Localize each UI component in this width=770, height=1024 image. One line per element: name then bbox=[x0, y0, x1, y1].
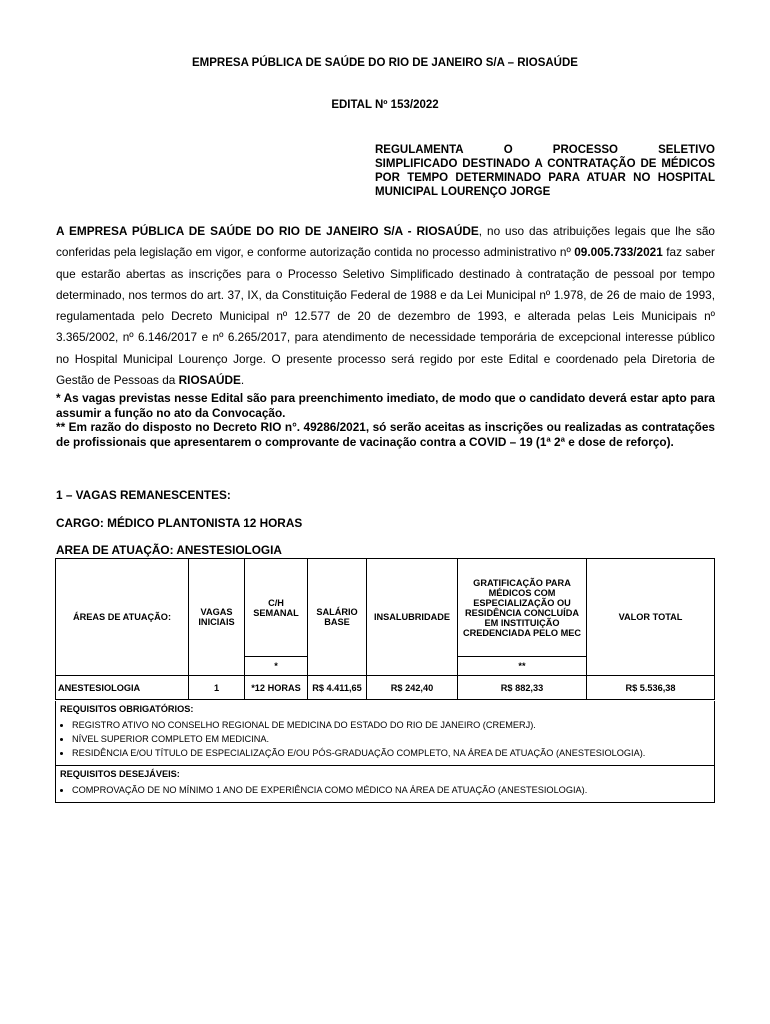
ementa-word: REGULAMENTA bbox=[375, 144, 464, 156]
desirable-list bbox=[56, 785, 714, 802]
vacancy-table bbox=[55, 558, 715, 700]
process-number: 09.005.733/2021 bbox=[574, 245, 663, 260]
mandatory-list bbox=[56, 720, 714, 765]
area-title: AREA DE ATUAÇÃO: ANESTESIOLOGIA bbox=[56, 543, 282, 557]
preamble-paragraph bbox=[56, 221, 715, 391]
preamble-text-2: faz saber que estarão abertas as inscrições para o Processo Seletivo Simplificado destinado à contratação de pessoal por tempo determinado, nos termos do art. 37, IX, da Constituição Federal de 1988 e da Lei Municipal nº 1.978, de 26 de maio de 1993, regulamentada pelo Decreto Municipal nº 12.577 de 20 de dezembro de 1993, e alterada pelas Leis Municipais nº 3.365/2002, nº 6.146/2017 e nº 6.265/2017, para atendimento de necessidade temporária de excepcional interesse público no Hospital Municipal Lourenço Jorge. O presente processo será regido por este Edital e coordenado pela Diretoria de Gestão de Pessoas da bbox=[56, 245, 715, 388]
cell-insalubridade: R$ 242,40 bbox=[367, 676, 458, 700]
ementa-word: PROCESSO bbox=[552, 144, 618, 156]
list-item: • NÍVEL SUPERIOR COMPLETO EM MEDICINA. bbox=[72, 734, 710, 745]
list-item: • REGISTRO ATIVO NO CONSELHO REGIONAL DE MEDICINA DO ESTADO DO RIO DE JANEIRO (CREMERJ). bbox=[72, 720, 710, 731]
requirements-box bbox=[55, 701, 715, 803]
list-item: • RESIDÊNCIA E/OU TÍTULO DE ESPECIALIZAÇÃO E/OU PÓS-GRADUAÇÃO COMPLETO, NA ÁREA DE ATUAÇÃO (ANESTESIOLOGIA). bbox=[72, 748, 710, 759]
note-vaccination: ** Em razão do disposto no Decreto RIO n°. 49286/2021, só serão aceitas as inscrições ou realizadas as contratações de profissionais que apresentarem o comprovante de vacinação contra a COVID – 19 (1ª 2ª e dose de reforço). bbox=[56, 420, 715, 449]
preamble-text-1: , no uso das atribuições legais que lhe são conferidas pela legislação em vigor, e conforme autorização contida no processo administrativo nº bbox=[56, 224, 715, 260]
org-name: RIOSAÚDE bbox=[178, 373, 241, 388]
cargo-title: CARGO: MÉDICO PLANTONISTA 12 HORAS bbox=[56, 516, 303, 530]
header-insalubridade: INSALUBRIDADE bbox=[367, 559, 458, 676]
mandatory-title: REQUISITOS OBRIGATÓRIOS: bbox=[60, 704, 194, 714]
header-area: ÁREAS DE ATUAÇÃO: bbox=[56, 559, 189, 676]
preamble-text-3: . bbox=[240, 373, 245, 388]
table-row bbox=[56, 676, 715, 700]
ementa bbox=[375, 143, 715, 199]
header-ch: C/H SEMANAL bbox=[245, 559, 308, 657]
cell-gratificacao: R$ 882,33 bbox=[458, 676, 587, 700]
preamble-lead: A EMPRESA PÚBLICA DE SAÚDE DO RIO DE JANEIRO S/A - RIOSAÚDE bbox=[56, 224, 479, 238]
header-vagas: VAGAS INICIAIS bbox=[189, 559, 245, 676]
ementa-rest: SIMPLIFICADO DESTINADO A CONTRATAÇÃO DE MÉDICOS POR TEMPO DETERMINADO PARA ATUAR NO HOSPITAL MUNICIPAL LOURENÇO JORGE bbox=[375, 158, 715, 198]
header-total: VALOR TOTAL bbox=[587, 559, 715, 676]
edital-number: EDITAL Nº 153/2022 bbox=[331, 99, 439, 111]
cell-vagas: 1 bbox=[189, 676, 245, 700]
grat-mark: ** bbox=[458, 657, 587, 676]
cell-ch: *12 HORAS bbox=[245, 676, 308, 700]
header-gratificacao: GRATIFICAÇÃO PARA MÉDICOS COM ESPECIALIZAÇÃO OU RESIDÊNCIA CONCLUÍDA EM INSTITUIÇÃO CREDENCIADA PELO MEC bbox=[458, 559, 587, 657]
header-salario: SALÁRIO BASE bbox=[308, 559, 367, 676]
cell-area: ANESTESIOLOGIA bbox=[56, 676, 189, 700]
note-immediate: * As vagas previstas nesse Edital são para preenchimento imediato, de modo que o candidato deverá estar apto para assumir a função no ato da Convocação. bbox=[56, 391, 715, 420]
section-vagas-title: 1 – VAGAS REMANESCENTES: bbox=[56, 488, 231, 502]
ementa-first-line bbox=[375, 143, 715, 157]
list-item: • COMPROVAÇÃO DE NO MÍNIMO 1 ANO DE EXPERIÊNCIA COMO MÉDICO NA ÁREA DE ATUAÇÃO (ANESTESIOLOGIA). bbox=[72, 785, 710, 796]
cell-total: R$ 5.536,38 bbox=[587, 676, 715, 700]
desirable-title: REQUISITOS DESEJÁVEIS: bbox=[56, 765, 714, 782]
notes bbox=[56, 391, 715, 449]
ementa-word: O bbox=[503, 144, 513, 156]
ementa-word: SELETIVO bbox=[658, 144, 715, 156]
institution-header: EMPRESA PÚBLICA DE SAÚDE DO RIO DE JANEIRO S/A – RIOSAÚDE bbox=[192, 57, 578, 69]
ch-mark: * bbox=[245, 657, 308, 676]
cell-salario: R$ 4.411,65 bbox=[308, 676, 367, 700]
